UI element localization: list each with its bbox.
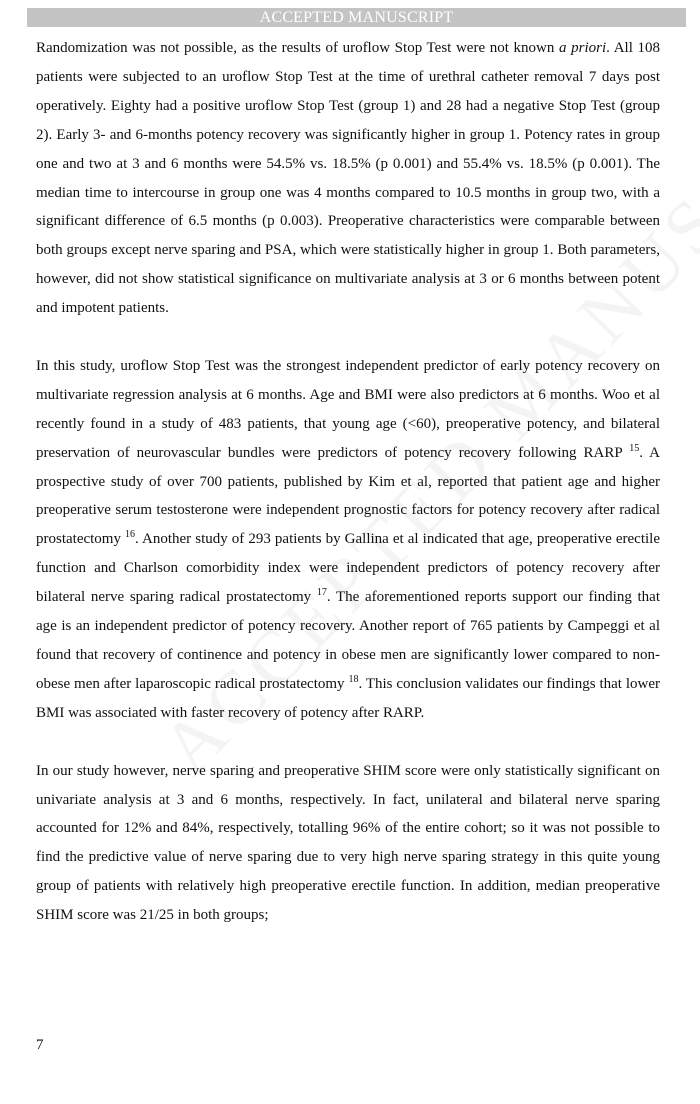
- page-number: 7: [36, 1037, 44, 1053]
- reference-15: 15: [629, 442, 640, 454]
- paragraph-2-text-d: . The aforementioned reports support our finding that age is an independent predictor of potency recovery. Another report of 765 patients by Campeggi et al found that recovery of continence and potency in obese men are significantly lower compared to non-obese men after laparoscopic radical prostatectomy: [36, 589, 660, 692]
- italic-a-priori: a priori: [559, 40, 607, 56]
- paragraph-1-text-a: Randomization was not possible, as the results of uroflow Stop Test were not known: [36, 40, 559, 56]
- paragraph-2: [36, 352, 660, 728]
- paragraph-2-text-e: . This conclusion validates our findings that lower BMI was associated with faster recovery of potency after RARP.: [36, 675, 660, 721]
- paragraph-1: [36, 34, 660, 323]
- paragraph-2-text-b: . A prospective study of over 700 patients, published by Kim et al, reported that patient age and higher preoperative serum testosterone were independent prognostic factors for potency recovery after radical prostatectomy: [36, 444, 660, 548]
- paragraph-3: [36, 757, 660, 930]
- reference-16: 16: [125, 529, 136, 541]
- paragraph-3-text-a: In our study however, nerve sparing and preoperative SHIM score were only statistically significant on univariate analysis at 3 and 6 months, respectively. In fact, unilateral and bilateral nerve sparing accounted for 12% and 84%, respectively, totalling 96% of the entire cohort; so it was not possible to find the predictive value of nerve sparing due to very high nerve sparing strategy in this quite young group of patients with relatively high preoperative erectile function. In addition, median preoperative SHIM score was 21/25 in both groups;: [36, 762, 660, 924]
- paragraph-2-text-c: . Another study of 293 patients by Gallina et al indicated that age, preoperative erectile function and Charlson comorbidity index were independent predictors of potency recovery after bilateral nerve sparing radical prostatectomy: [36, 531, 660, 606]
- accepted-manuscript-banner: ACCEPTED MANUSCRIPT: [27, 8, 686, 27]
- paragraph-2-text-a: In this study, uroflow Stop Test was the strongest independent predictor of early potency recovery on multivariate regression analysis at 6 months. Age and BMI were also predictors at 6 months. Woo et al recently found in a study of 483 patients, that young age (<60), preoperative potency, and bilateral preservation of neurovascular bundles were predictors of potency recovery following RARP: [36, 357, 660, 461]
- reference-17: 17: [316, 587, 327, 599]
- paragraph-1-text-b: . All 108 patients were subjected to an uroflow Stop Test at the time of urethral catheter removal 7 days post operatively. Eighty had a positive uroflow Stop Test (group 1) and 28 had a negative Stop Test (group 2). Early 3- and 6-months potency recovery was significantly higher in group 1. Potency rates in group one and two at 3 and 6 months were 54.5% vs. 18.5% (p 0.001) and 55.4% vs. 18.5% (p 0.001). The median time to intercourse in group one was 4 months compared to 10.5 months in group two, with a significant difference of 6.5 months (p 0.003). Preoperative characteristics were comparable between both groups except nerve sparing and PSA, which were statistically higher in group 1. Both parameters, however, did not show statistical significance on multivariate analysis at 3 or 6 months between potent and impotent patients.: [36, 40, 660, 317]
- manuscript-body: [36, 34, 660, 930]
- reference-18: 18: [348, 673, 359, 685]
